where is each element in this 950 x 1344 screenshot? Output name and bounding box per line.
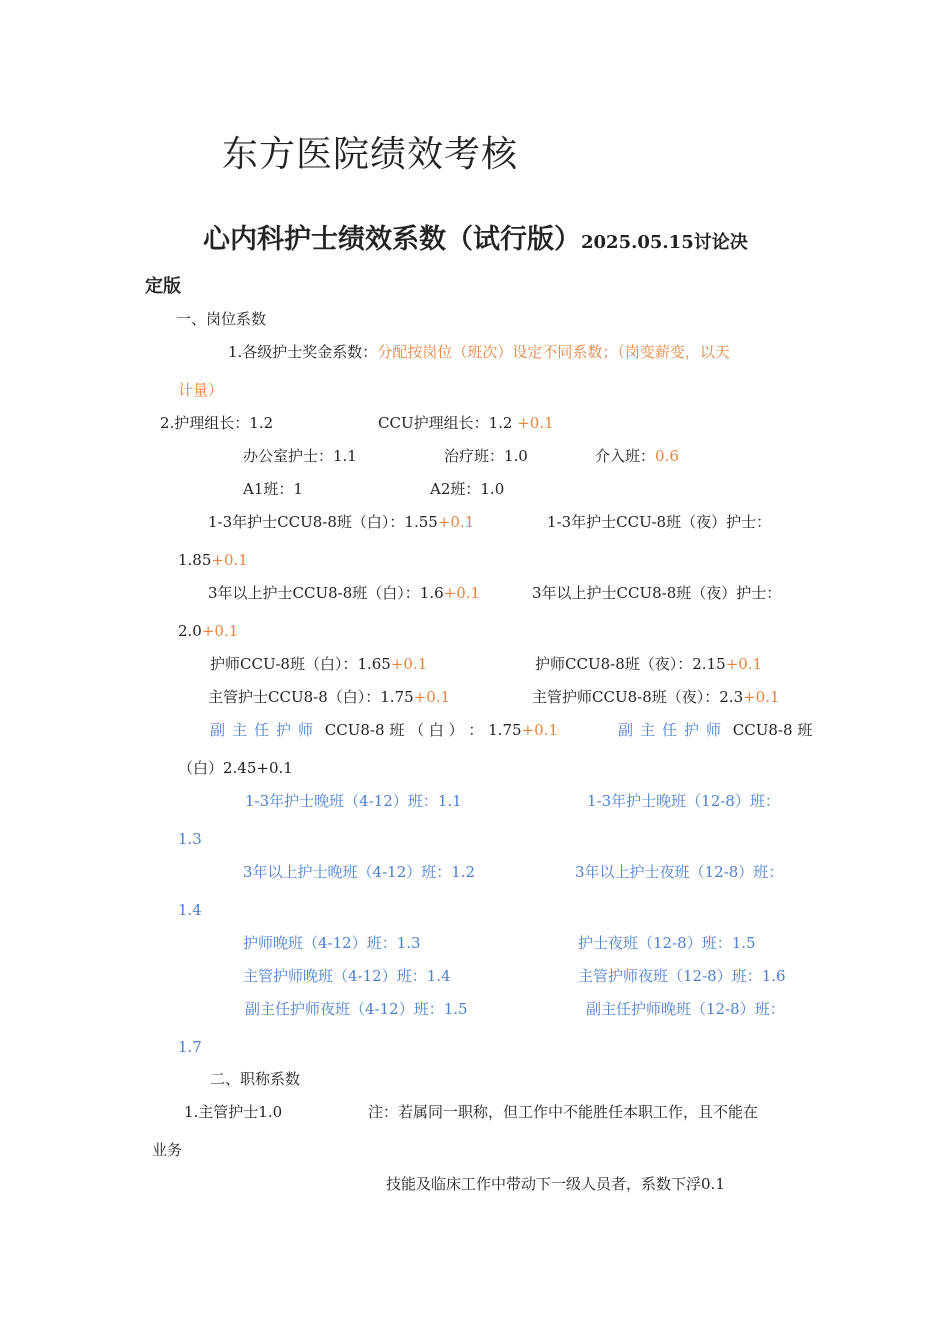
- title-note-cont: 业务: [152, 1141, 183, 1159]
- rate-3plus-ccu-night-value: [178, 621, 238, 641]
- rate-np-evening: 护师晚班（4-12）班：1.3: [243, 934, 421, 952]
- rate-np-ccu-night-text: 护师CCU8-8班（夜）：2.15: [535, 655, 726, 673]
- rate-assoc-chief-day-plus: +0.1: [521, 721, 558, 739]
- rate-assoc-chief-right-label: 副主任护师: [618, 721, 729, 739]
- rate-intervention-value: 0.6: [655, 447, 679, 465]
- document-title-tail: 定版: [145, 276, 181, 297]
- rate-intervention-shift: [595, 446, 679, 466]
- rate-np-ccu-night-plus: +0.1: [725, 655, 763, 673]
- rate-charge-ccu-day-plus: +0.1: [413, 688, 451, 706]
- rate-1-3yr-night: 1-3年护士晚班（12-8）班：: [587, 792, 780, 810]
- rate-ccu-team-leader: [378, 413, 554, 433]
- rate-charge-nurse-ccu-day: [208, 687, 450, 707]
- title-charge-nurse: 1.主管护士1.0: [184, 1103, 283, 1121]
- rate-ccu-team-leader-text: CCU护理组长：1.2: [378, 414, 513, 432]
- rate-1-3yr-ccu-day-plus: +0.1: [437, 513, 475, 531]
- rate-1-3yr-ccu-day: [208, 512, 474, 532]
- rate-intervention-label: 介入班：: [595, 447, 656, 465]
- rate-3plus-evening: 3年以上护士晚班（4-12）班：1.2: [243, 863, 476, 881]
- rate-3plus-ccu-day-text: 3年以上护士CCU8-8班（白）：1.6: [208, 584, 444, 602]
- item1-label: 1.各级护士奖金系数：: [228, 343, 378, 361]
- title-note: 注：若属同一职称，但工作中不能胜任本职工作，且不能在: [368, 1103, 759, 1121]
- rate-1-3yr-ccu-night-value: [178, 550, 248, 570]
- rate-assoc-chief-evening: 副主任护师夜班（4-12）班：1.5: [245, 1000, 468, 1018]
- rate-treatment-shift: 治疗班：1.0: [444, 447, 528, 465]
- section2-heading: 二、职称系数: [210, 1070, 301, 1088]
- rate-3plus-ccu-day: [208, 583, 480, 603]
- document-title-date: 2025.05.15讨论决: [581, 232, 748, 253]
- document-title-main: 心内科护士绩效系数（试行版）: [203, 224, 581, 255]
- rate-1-3yr-night-value: 1.3: [178, 830, 202, 848]
- rate-assoc-chief-ccu-right: [618, 720, 812, 740]
- rate-assoc-chief-night-value: 1.7: [178, 1038, 202, 1056]
- rate-3plus-ccu-day-plus: +0.1: [443, 584, 481, 602]
- rate-charge-ccu-day-text: 主管护士CCU8-8（白）：1.75: [208, 688, 414, 706]
- rate-nurse-night: 护士夜班（12-8）班：1.5: [578, 934, 756, 952]
- rate-charge-ccu-night-plus: +0.1: [743, 688, 780, 706]
- hospital-title: 东方医院绩效考核: [222, 134, 519, 175]
- rate-nurse-practitioner-ccu-night: [535, 654, 762, 674]
- rate-assoc-chief-right-text: CCU8-8 班: [732, 721, 813, 739]
- title-note-cont2: 技能及临床工作中带动下一级人员者，系数下浮0.1: [386, 1175, 725, 1193]
- rate-assoc-chief-ccu-day: [210, 720, 558, 740]
- rate-3plus-ccu-night-number: 2.0: [178, 622, 202, 640]
- rate-a2-shift: A2班：1.0: [430, 480, 505, 498]
- rate-3plus-ccu-night: 3年以上护士CCU8-8班（夜）护士：: [532, 584, 782, 602]
- rate-charge-evening: 主管护师晚班（4-12）班：1.4: [243, 967, 451, 985]
- rate-np-ccu-day-plus: +0.1: [390, 655, 428, 673]
- rate-assoc-chief-night: 副主任护师晚班（12-8）班：: [586, 1000, 785, 1018]
- rate-1-3yr-ccu-night: 1-3年护士CCU-8班（夜）护士：: [547, 513, 772, 531]
- rate-charge-nurse-ccu-night: [532, 687, 780, 707]
- rate-3plus-night-value: 1.4: [178, 901, 202, 919]
- rate-3plus-ccu-night-plus: +0.1: [201, 622, 239, 640]
- rate-assoc-chief-day-text: CCU8-8 班 （ 白 ） ： 1.75: [324, 721, 522, 739]
- document-title: [203, 217, 748, 256]
- rate-1-3yr-ccu-day-text: 1-3年护士CCU8-8班（白）：1.55: [208, 513, 438, 531]
- rate-3plus-night: 3年以上护士夜班（12-8）班：: [575, 863, 784, 881]
- rate-charge-ccu-night-text: 主管护师CCU8-8班（夜）：2.3: [532, 688, 744, 706]
- rate-1-3yr-ccu-night-plus: +0.1: [211, 551, 248, 569]
- section1-heading: 一、岗位系数: [176, 310, 267, 328]
- item1-note: 分配按岗位（班次）设定不同系数；（岗变薪变，以天: [377, 343, 730, 361]
- rate-nurse-practitioner-ccu-day: [210, 654, 427, 674]
- rate-charge-night: 主管护师夜班（12-8）班：1.6: [578, 967, 786, 985]
- rate-assoc-chief-ccu-right-cont: （白）2.45+0.1: [178, 759, 293, 777]
- rate-a1-shift: A1班：1: [243, 480, 303, 498]
- rate-assoc-chief-label: 副主任护师: [210, 721, 321, 739]
- rate-np-ccu-day-text: 护师CCU-8班（白）：1.65: [210, 655, 391, 673]
- rate-1-3yr-evening: 1-3年护士晚班（4-12）班：1.1: [245, 792, 462, 810]
- rate-team-leader: 2.护理组长：1.2: [160, 414, 274, 432]
- rate-1-3yr-ccu-night-number: 1.85: [178, 551, 212, 569]
- item1-note-cont: 计量）: [178, 381, 224, 399]
- rate-office-nurse: 办公室护士：1.1: [243, 447, 357, 465]
- rate-ccu-team-leader-plus: +0.1: [517, 414, 554, 432]
- item1-line: [228, 342, 730, 362]
